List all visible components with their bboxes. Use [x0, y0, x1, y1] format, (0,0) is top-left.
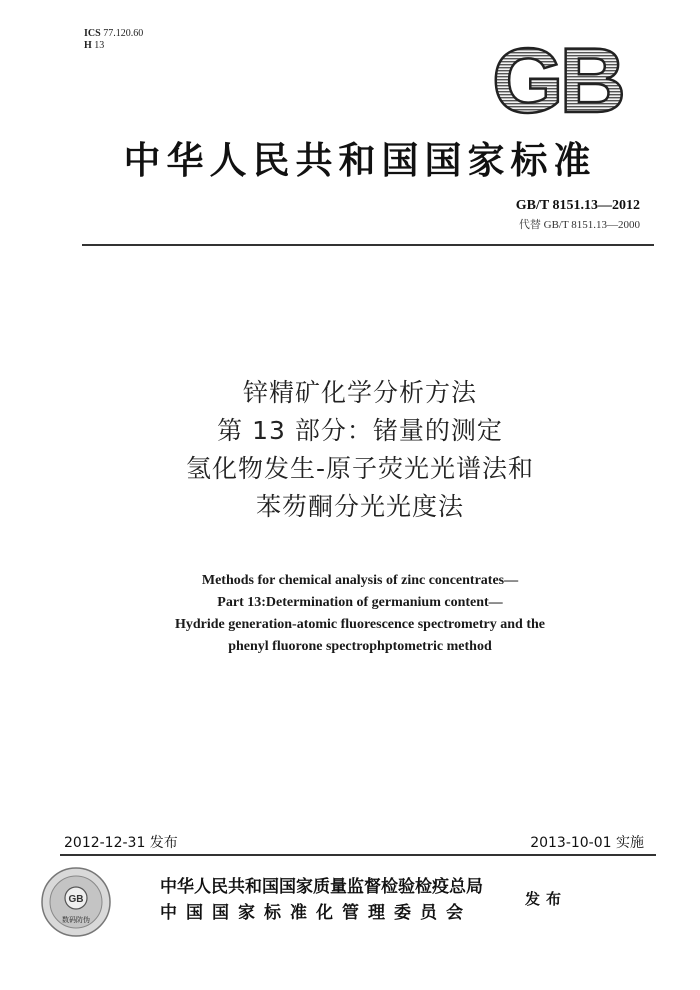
en-title-line-3: Hydride generation-atomic fluorescence spectrometry and the: [174, 617, 545, 632]
ccs-line: H 13: [84, 40, 105, 51]
classification-codes: [84, 28, 143, 52]
cn-title-line-4: 苯芴酮分光光度法: [255, 492, 464, 521]
issue-date: 2012-12-31 发布: [64, 835, 178, 851]
standard-number-block: [516, 198, 640, 232]
english-title: [60, 570, 660, 658]
publisher-line-2: 中国国家标准化管理委员会: [160, 903, 472, 923]
seal-label: 数码防伪: [62, 916, 90, 924]
cn-title-line-1: 锌精矿化学分析方法: [242, 378, 477, 407]
cn-title-line-2: 第 13 部分：锗量的测定: [217, 416, 503, 445]
en-title-line-2: Part 13:Determination of germanium content—: [217, 595, 503, 610]
gb-logo-lettering: GB: [492, 40, 622, 120]
replaces-note: 代替 GB/T 8151.13—2000: [518, 219, 640, 231]
ics-line: ICS 77.120.60: [84, 28, 144, 39]
publisher-line-1: 中华人民共和国国家质量监督检验检疫总局: [160, 877, 483, 897]
en-title-line-4: phenyl fluorone spectrophptometric method: [228, 639, 492, 654]
national-standard-heading: 中华人民共和国国家标准: [123, 138, 597, 182]
publisher-block: [160, 874, 483, 926]
cn-title-line-3: 氢化物发生-原子荧光光谱法和: [185, 454, 535, 483]
en-title-line-1: Methods for chemical analysis of zinc concentrates—: [201, 573, 519, 588]
standard-number: GB/T 8151.13—2012: [515, 198, 640, 213]
anti-counterfeit-seal: [40, 866, 112, 938]
chinese-title: [60, 374, 660, 526]
seal-gb-mark: GB: [68, 894, 84, 905]
implementation-date: 2013-10-01 实施: [530, 835, 644, 851]
footer-divider: [60, 854, 656, 856]
gb-logo: [474, 40, 640, 120]
publish-label: 发布: [525, 890, 568, 908]
header-divider: [82, 244, 654, 246]
